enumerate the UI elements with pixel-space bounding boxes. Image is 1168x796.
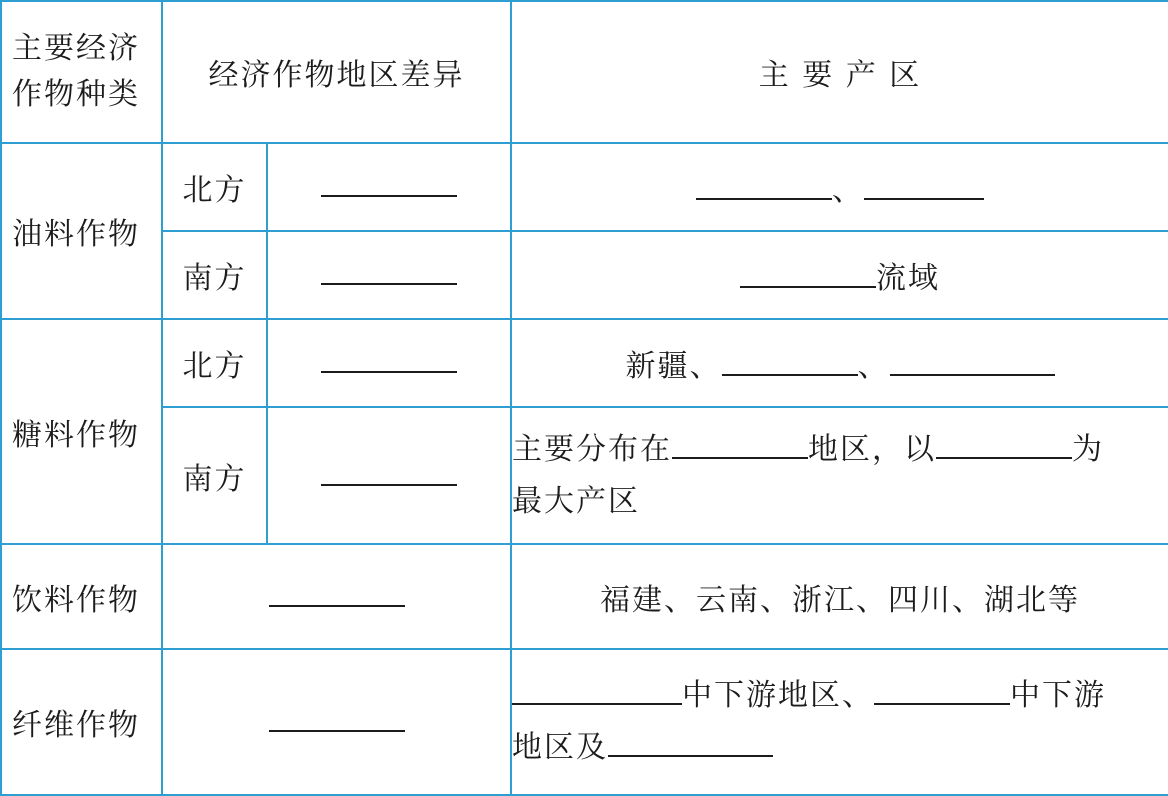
- fiber-region-part1: 中下游地区、: [682, 678, 874, 713]
- fiber-region-blank-1[interactable]: [512, 677, 682, 705]
- sugar-south-label: 南方: [162, 407, 267, 544]
- fiber-difference-cell: [162, 649, 511, 795]
- sugar-south-region-part2: 地区，以: [808, 431, 936, 467]
- sugar-north-difference-cell: [267, 319, 511, 407]
- sugar-north-region-blank-2[interactable]: [890, 348, 1055, 376]
- sugar-north-difference-blank[interactable]: [321, 345, 457, 373]
- beverage-region: 福建、云南、浙江、四川、湖北等: [511, 544, 1168, 649]
- sugar-south-row: [1, 407, 1168, 544]
- sugar-crop-category: 糖料作物: [1, 319, 162, 544]
- oil-north-region-blank-2[interactable]: [864, 172, 984, 200]
- beverage-crop-category: 饮料作物: [1, 544, 162, 649]
- fiber-region-blank-3[interactable]: [608, 729, 773, 757]
- sugar-south-region-cell: [511, 407, 1168, 544]
- fiber-region-blank-2[interactable]: [874, 677, 1010, 705]
- oil-north-region-cell: [511, 143, 1168, 231]
- header-crop-type-line1: 主要经济: [12, 31, 140, 66]
- oil-north-row: [1, 143, 1168, 231]
- sugar-north-label: 北方: [162, 319, 267, 407]
- oil-south-row: [1, 231, 1168, 319]
- header-regional-difference: 经济作物地区差异: [162, 1, 511, 143]
- fiber-region-part3: 地区及: [512, 730, 608, 765]
- sugar-north-region-sep: 、: [857, 349, 890, 384]
- fiber-crop-category: 纤维作物: [1, 649, 162, 795]
- sugar-south-region-blank-1[interactable]: [672, 431, 808, 459]
- fiber-row: [1, 649, 1168, 795]
- fiber-difference-blank[interactable]: [269, 704, 405, 732]
- sugar-north-region-blank-1[interactable]: [722, 348, 858, 376]
- header-main-region: 主 要 产 区: [511, 1, 1168, 143]
- sugar-south-region-blank-2[interactable]: [936, 431, 1072, 459]
- header-crop-type: [1, 1, 162, 143]
- beverage-row: [1, 544, 1168, 649]
- sugar-north-region-prefix: 新疆、: [625, 349, 722, 384]
- oil-south-region-blank[interactable]: [740, 260, 876, 288]
- header-row: [1, 1, 1168, 143]
- beverage-difference-blank[interactable]: [269, 579, 405, 607]
- sugar-south-region-part3: 为: [1072, 431, 1104, 467]
- oil-south-difference-cell: [267, 231, 511, 319]
- oil-crop-category: 油料作物: [1, 143, 162, 319]
- sugar-south-difference-blank[interactable]: [321, 458, 457, 486]
- header-crop-type-line2: 作物种类: [12, 77, 140, 112]
- beverage-difference-cell: [162, 544, 511, 649]
- fiber-region-part2: 中下游: [1010, 678, 1106, 713]
- oil-north-label: 北方: [162, 143, 267, 231]
- oil-north-region-blank-1[interactable]: [696, 172, 832, 200]
- oil-south-difference-blank[interactable]: [321, 257, 457, 285]
- sugar-north-region-cell: [511, 319, 1168, 407]
- oil-south-region-cell: [511, 231, 1168, 319]
- oil-north-difference-blank[interactable]: [321, 169, 457, 197]
- fiber-region-cell: [511, 649, 1168, 795]
- sugar-south-region-part1: 主要分布在: [512, 431, 672, 467]
- oil-south-region-suffix: 流域: [876, 261, 940, 296]
- sugar-north-row: [1, 319, 1168, 407]
- sugar-south-region-part4: 最大产区: [512, 483, 640, 519]
- sugar-south-difference-cell: [267, 407, 511, 544]
- oil-north-difference-cell: [267, 143, 511, 231]
- oil-south-label: 南方: [162, 231, 267, 319]
- oil-north-region-sep: 、: [832, 173, 864, 208]
